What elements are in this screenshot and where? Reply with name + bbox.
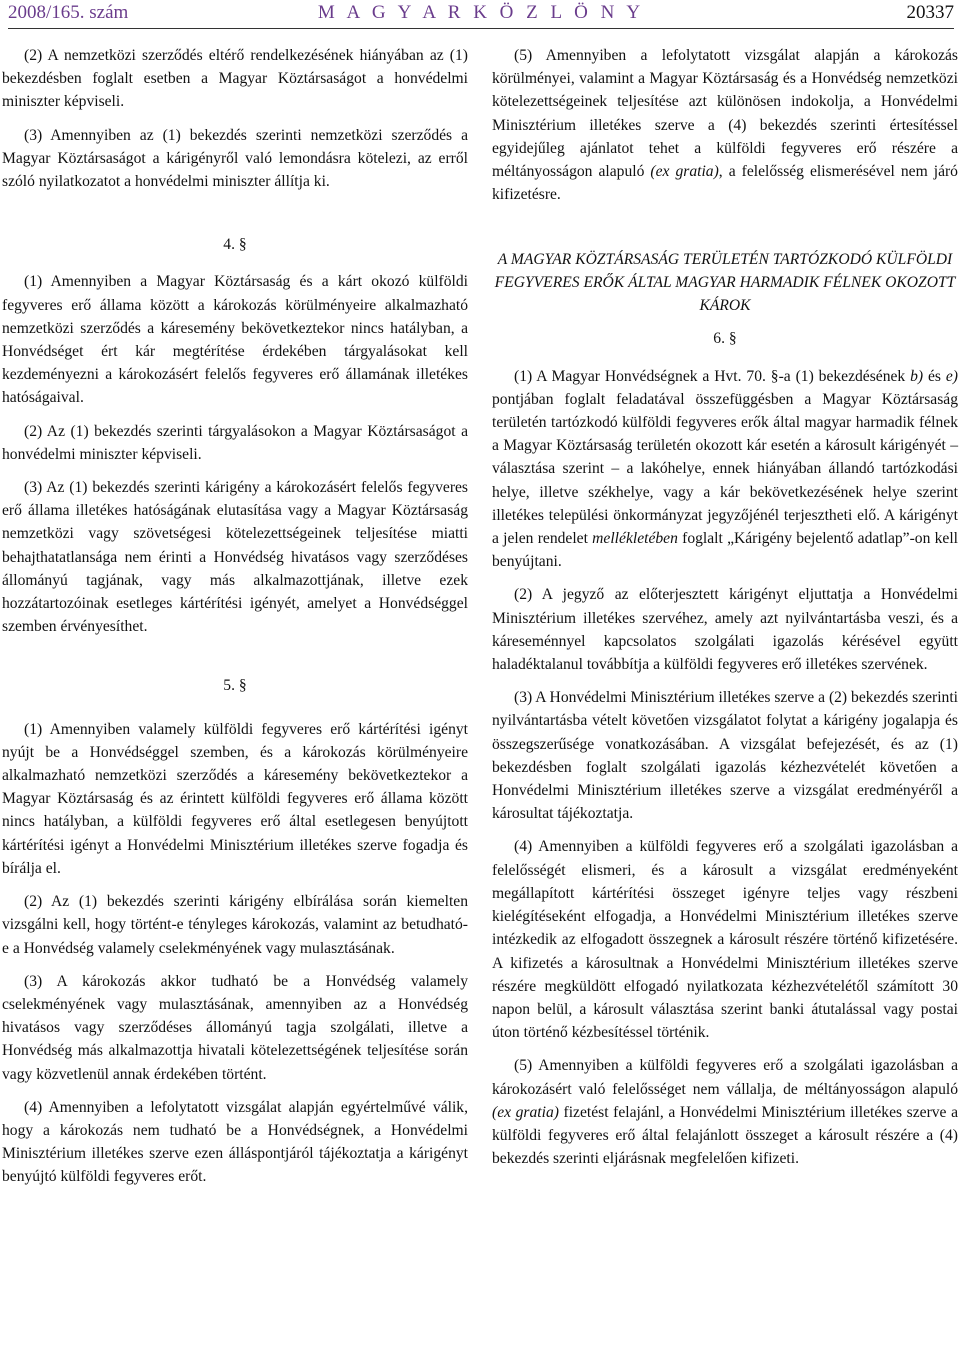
- paragraph: (4) Amennyiben a lefolytatott vizsgálat alapján egyértelművé válik, hogy a károkozás nem tudható be a Honvédségnek, a Honvédelmi Minisztérium illetékes szerve ezen álláspontjáról tájékoztatja a kárigényt benyújtó külföldi fegyveres erőt.: [2, 1098, 468, 1186]
- paragraph: (1) Amennyiben a Magyar Köztársaság és a kárt okozó külföldi fegyveres erő állama között a károkozás körülményeire alkalmazható nemzetközi szerződés a káresemény bekövetkeztekor nincs hatályban, a Honvédséget ért kár megtérítése érdekében tárgyalásokat kell kezdeményezni a károkozásért felelős fegyveres erő államának illetékes hatóságaival.: [2, 273, 468, 407]
- paragraph: (2) A nemzetközi szerződés eltérő rendelkezésének hiányában az (1) bekezdésben foglalt esetben a Magyar Köztársaságot a honvédelmi miniszter képviseli.: [2, 47, 468, 111]
- paragraph: (2) Az (1) bekezdés szerinti tárgyalásokon a Magyar Köztársaságot a honvédelmi miniszter képviseli.: [2, 422, 468, 463]
- chapter-title: A MAGYAR KÖZTÁRSASÁG TERÜLETÉN TARTÓZKODÓ KÜLFÖLDI FEGYVERES ERŐK ÁLTAL MAGYAR HARMADIK FÉLNEK OKOZOTT KÁROK: [494, 251, 956, 315]
- paragraph: (5) Amennyiben a lefolytatott vizsgálat alapján a károkozás körülményei, valamint a Magyar Köztársaság és a Honvédség nemzetközi kötelezettségeinek teljesítése azt különösen indokolja, a Honvédelmi Minisztérium illetékes szerve a (4) bekezdés szerinti értesítéssel egyidejűleg ajánlatot tehet a külföldi fegyveres erő részére a méltányosságon alapuló (ex gratia), a felelősség elismerésével nem járó kifizetésre.: [492, 47, 958, 204]
- latin-term: (ex gratia): [650, 163, 719, 181]
- section-heading-4: 4. §: [223, 236, 247, 254]
- paragraph: (1) A Magyar Honvédségnek a Hvt. 70. §-a (1) bekezdésének b) és e) pontjában foglalt feladatával összefüggésben a Magyar Köztársaság területén tartózkodó külföldi fegyveres erők által magyar harmadik félnek a Magyar Köztársaság területén okozott kár esetén a károsult kárigényét – választása szerint – a lakóhelye, ennek hiányában állandó tartózkodási helye, illetve székhelye, vagy a kár bekövetkezésének helye szerint illetékes települési önkormányzat jegyzőjénél terjesztheti elő. A kárigényt a jelen rendelet mellékletében foglalt „Kárigény bejelentő adatlap”-on kell benyújtani.: [492, 367, 959, 571]
- paragraph: (3) Amennyiben az (1) bekezdés szerinti nemzetközi szerződés a Magyar Köztársaságot a kárigényről való lemondásra kötelezi, az erről szóló nyilatkozatot a honvédelmi miniszter állítja ki.: [2, 126, 468, 191]
- issue-number: 2008/165. szám: [8, 2, 129, 23]
- paragraph: (5) Amennyiben a külföldi fegyveres erő a szolgálati igazolásban a károkozásért való felelősséget nem vállalja, de méltányosságon alapuló (ex gratia) fizetést felajánl, a Honvédelmi Minisztérium illetékes szerve a külföldi fegyveres erő által felajánlott összeget a károsult részére a (4) bekezdés szerinti eljárásnak megfelelően kifizeti.: [492, 1057, 958, 1168]
- paragraph: (1) Amennyiben valamely külföldi fegyveres erő kártérítési igényt nyújt be a Honvédséggel szemben, és a károkozás körülményeire alkalmazható nemzetközi szerződés a káresemény bekövetkeztekor a Magyar Köztársaság és az érintett külföldi fegyveres erő állama között nincs hatályban, a külföldi fegyveres erő által esetlegesen benyújtott kártérítési igényt a Honvédelmi Minisztérium illetékes szerve fogadja és bírálja el.: [2, 720, 468, 877]
- page-number: 20337: [906, 2, 954, 23]
- paragraph: (2) A jegyző az előterjesztett kárigényt eljuttatja a Honvédelmi Minisztérium illetékes szervéhez, amely azt nyilvántartásba veszi, és a káreseménnyel kapcsolatos szolgálati igazolás kérésével együtt haladéktalanul továbbítja a külföldi fegyveres erő illetékes szervének.: [492, 586, 958, 674]
- section-heading-6: 6. §: [713, 330, 737, 348]
- paragraph: (3) Az (1) bekezdés szerinti kárigény a károkozásért felelős fegyveres erő állama illetékes hatóságának elutasítása vagy a Magyar Köztársaság nemzetközi vagy szövetségesi kötelezettségeinek teljesítése miatti behajthatatlansága nem érinti a Honvédség hivatásos vagy szerződéses állományú tagjának, vagy más alkalmazottjának, illetve ezek hozzátartozóinak esetleges kártérítési igényét, amelyet a Honvédséggel szemben érvényesíthet.: [2, 479, 468, 636]
- section-heading-5: 5. §: [223, 677, 247, 695]
- left-column: [2, 44, 468, 1199]
- paragraph: (3) A Honvédelmi Minisztérium illetékes szerve a (2) bekezdés szerinti nyilvántartásba vételt követően vizsgálatot folytat a kárigény jogalapja és összegszerűsége vonatkozásában. A vizsgálat befejezését, és az (1) bekezdésben foglalt szolgálati igazolás kézhezvételét követően a Honvédelmi Minisztérium illetékes szerve a vizsgálat eredményéről a károsultat tájékoztatja.: [492, 689, 958, 823]
- journal-title: M A G Y A R K Ö Z L Ö N Y: [317, 2, 645, 23]
- right-column: [492, 44, 958, 1180]
- paragraph: (4) Amennyiben a külföldi fegyveres erő a szolgálati igazolásban a felelősségét elismeri, és a károsult a vizsgálat eredményeként megállapított kártérítési összeget igényre teljes vagy részbeni kielégítéseként elfogadja, a Honvédelmi Minisztérium illetékes szerve intézkedik az elfogadott összegnek a károsult részére történő kifizetésére. A kifizetés a károsultnak a Honvédelmi Minisztérium illetékes szerve részére megküldött elfogadó nyilatkozata kézhezvételétől számított 30 napon belül, a károsult választása szerint banki átutalással vagy postai úton történő kézbesítéssel történik.: [492, 838, 958, 1042]
- paragraph: (3) A károkozás akkor tudható be a Honvédség valamely cselekményének vagy mulasztásának, amennyiben az a Honvédség hivatásos vagy szerződéses állományú tagja szolgálati, illetve a Honvédség más alkalmazottja hivatali kötelezettségének teljesítése során vagy közvetlenül annak érdekében történt.: [2, 972, 468, 1083]
- page-header: [8, 0, 954, 29]
- paragraph: (2) Az (1) bekezdés szerinti kárigény elbírálása során kiemelten vizsgálni kell, hogy történt-e tényleges károkozás, valamint az betudható-e a Honvédség valamely cselekményének vagy mulasztásának.: [2, 893, 468, 957]
